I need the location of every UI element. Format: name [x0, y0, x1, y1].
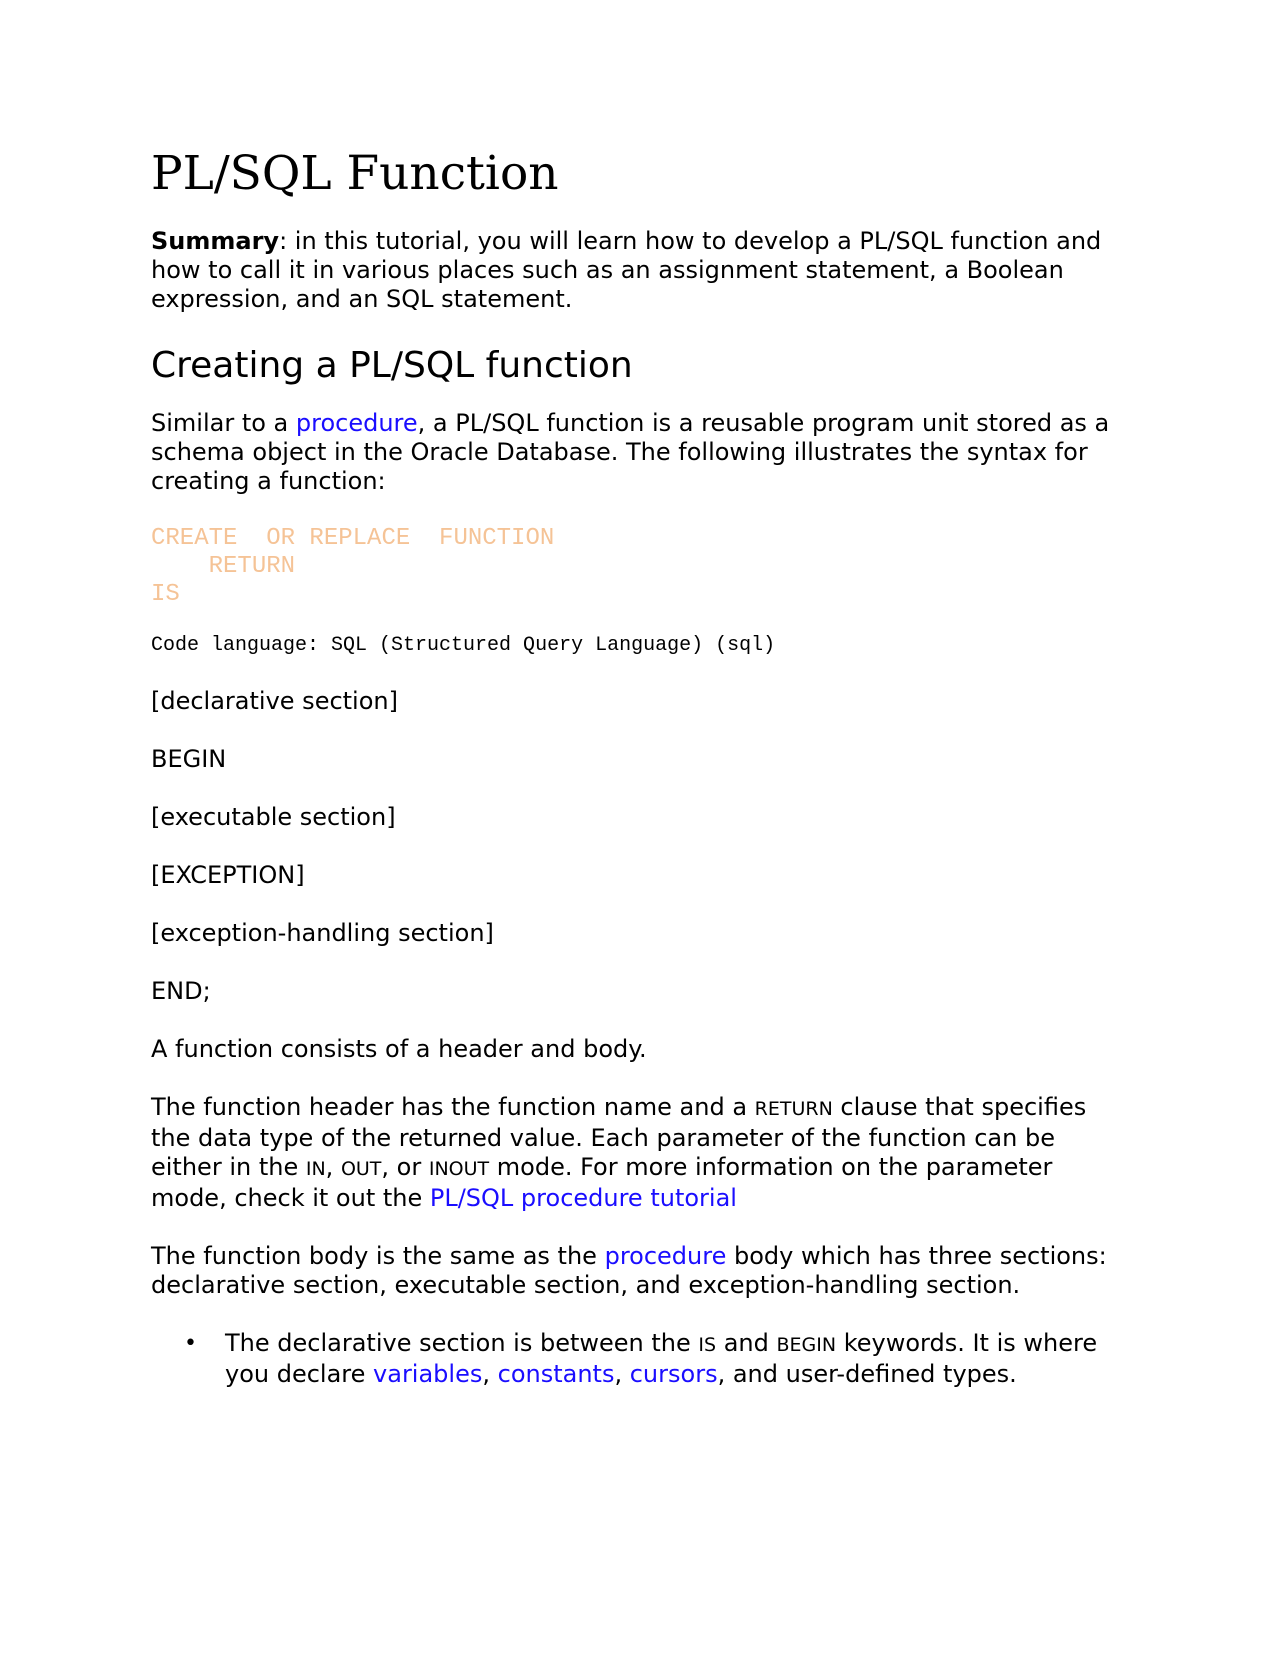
header-text-1: The function header has the function name and a [151, 1093, 755, 1121]
code-block [151, 525, 1131, 609]
bullet-text-3: keywords. It is where you declare [225, 1329, 1098, 1388]
bullet-separator-1: , [482, 1360, 498, 1388]
document-page [151, 146, 1131, 1389]
body-text-2: body which has three sections: declarative section, executable section, and exception-handling section. [151, 1242, 1107, 1299]
plsql-procedure-tutorial-link[interactable]: PL/SQL procedure tutorial [429, 1184, 737, 1212]
syntax-line-end: END; [151, 977, 211, 1005]
summary-paragraph [151, 227, 1131, 314]
syntax-line-executable: [executable section] [151, 803, 396, 831]
keyword-inout: INOUT [428, 1158, 490, 1180]
page-title: PL/SQL Function [151, 146, 559, 201]
code-line-3: IS [151, 581, 180, 608]
list-item [184, 1329, 1131, 1389]
bullet-text-2: and [716, 1329, 777, 1357]
code-line-1: CREATE OR REPLACE FUNCTION [151, 525, 555, 552]
cursors-link[interactable]: cursors [629, 1360, 718, 1388]
intro-text-start: Similar to a [151, 409, 296, 437]
keyword-begin: BEGIN [776, 1334, 837, 1356]
header-text-5: mode. For more information on the parameter mode, check it out the [151, 1153, 1053, 1212]
syntax-line-exception-handling: [exception-handling section] [151, 919, 494, 947]
header-text-3: , [325, 1153, 341, 1181]
bullet-text-1: The declarative section is between the [225, 1329, 699, 1357]
header-text-4: , or [381, 1153, 429, 1181]
function-consists-paragraph: A function consists of a header and body. [151, 1035, 647, 1063]
code-language-label: Code language: SQL (Structured Query Language) (sql) [151, 634, 776, 657]
procedure-body-link[interactable]: procedure [604, 1242, 727, 1270]
body-text-1: The function body is the same as the [151, 1242, 605, 1270]
bullet-text-4: , and user-defined types. [717, 1360, 1017, 1388]
keyword-out: OUT [340, 1158, 382, 1180]
intro-text-end: , a PL/SQL function is a reusable program unit stored as a schema object in the Oracle Database. The following illustrates the syntax for creating a function: [151, 409, 1110, 495]
intro-paragraph [151, 409, 1131, 496]
bullet-icon: • [184, 1331, 197, 1356]
code-line-2: RETURN [151, 553, 296, 580]
syntax-line-declarative: [declarative section] [151, 687, 398, 715]
keyword-is: IS [698, 1334, 717, 1356]
header-text-2: clause that specifies the data type of the returned value. Each parameter of the function can be either in the [151, 1093, 1087, 1181]
section-bullet-list [151, 1329, 1131, 1389]
section-heading: Creating a PL/SQL function [151, 345, 633, 386]
bullet-separator-2: , [614, 1360, 630, 1388]
function-body-paragraph [151, 1242, 1131, 1300]
keyword-return: RETURN [754, 1098, 833, 1120]
summary-text: : in this tutorial, you will learn how to develop a PL/SQL function and how to call it in various places such as an assignment statement, a Boolean expression, and an SQL statement. [151, 227, 1102, 313]
summary-label: Summary [151, 227, 280, 255]
variables-link[interactable]: variables [373, 1360, 483, 1388]
constants-link[interactable]: constants [497, 1360, 615, 1388]
function-header-paragraph [151, 1093, 1131, 1213]
procedure-link[interactable]: procedure [295, 409, 418, 437]
syntax-line-exception: [EXCEPTION] [151, 861, 305, 889]
syntax-line-begin: BEGIN [151, 745, 227, 773]
keyword-in: IN [305, 1158, 326, 1180]
